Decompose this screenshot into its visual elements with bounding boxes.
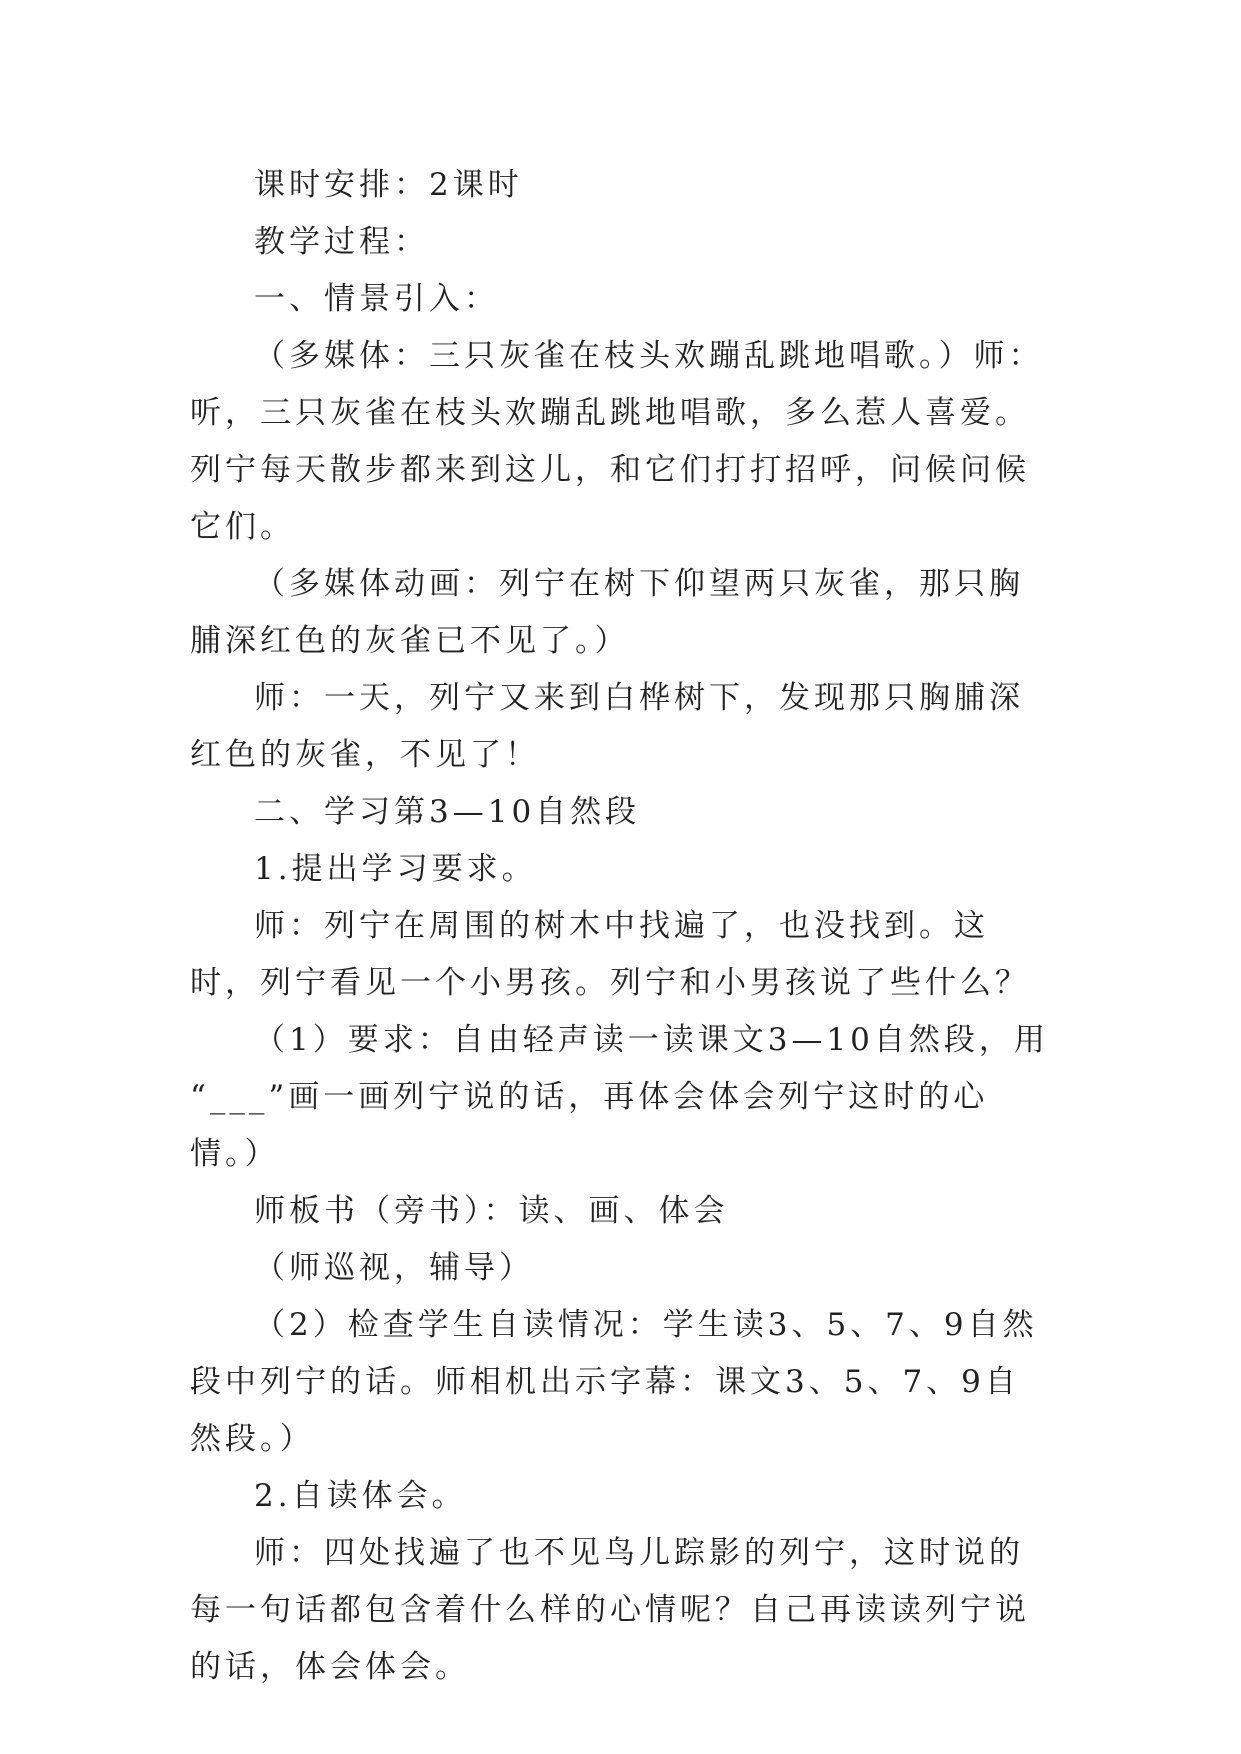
paragraph-multimedia-intro: （多媒体：三只灰雀在枝头欢蹦乱跳地唱歌。）师：听，三只灰雀在枝头欢蹦乱跳地唱歌，多么惹人喜爱。列宁每天散步都来到这儿，和它们打打招呼，问候问候它们。: [190, 338, 1044, 545]
step-two-heading: 2.自读体会。: [254, 1478, 467, 1514]
paragraph-patrol: （师巡视，辅导）: [254, 1250, 534, 1286]
paragraph-teacher-one-day: 师：一天，列宁又来到白桦树下，发现那只胸脯深红色的灰雀，不见了！: [190, 680, 1024, 773]
paragraph-multimedia-animation: （多媒体动画：列宁在树下仰望两只灰雀，那只胸脯深红色的灰雀已不见了。）: [190, 566, 1024, 659]
document-body: [190, 157, 1050, 1696]
section-two-heading: 二、学习第3—10自然段: [254, 794, 641, 830]
paragraph-teacher-search: 师：列宁在周围的树木中找遍了，也没找到。这时，列宁看见一个小男孩。列宁和小男孩说了些什么？: [190, 908, 1030, 1001]
paragraph-teacher-feelings: 师：四处找遍了也不见鸟儿踪影的列宁，这时说的每一句话都包含着什么样的心情呢？自己再读读列宁说的话，体会体会。: [190, 1535, 1030, 1685]
step-one-heading: 1.提出学习要求。: [254, 851, 537, 887]
paragraph-requirement: （1）要求：自由轻声读一读课文3—10自然段，用: [254, 1022, 1049, 1058]
paragraph-board-writing: 师板书（旁书）：读、画、体会: [254, 1193, 729, 1229]
lesson-schedule: 课时安排：2课时: [254, 167, 523, 203]
section-one-heading: 一、情景引入：: [254, 281, 499, 317]
paragraph-requirement-continued: “___”画一画列宁说的话，再体会体会列宁这时的心情。）: [190, 1079, 989, 1172]
paragraph-check-reading: （2）检查学生自读情况：学生读3、5、7、9自然段中列宁的话。师相机出示字幕：课文3、5、7、9自然段。）: [190, 1307, 1038, 1457]
teaching-process-heading: 教学过程：: [254, 224, 429, 260]
